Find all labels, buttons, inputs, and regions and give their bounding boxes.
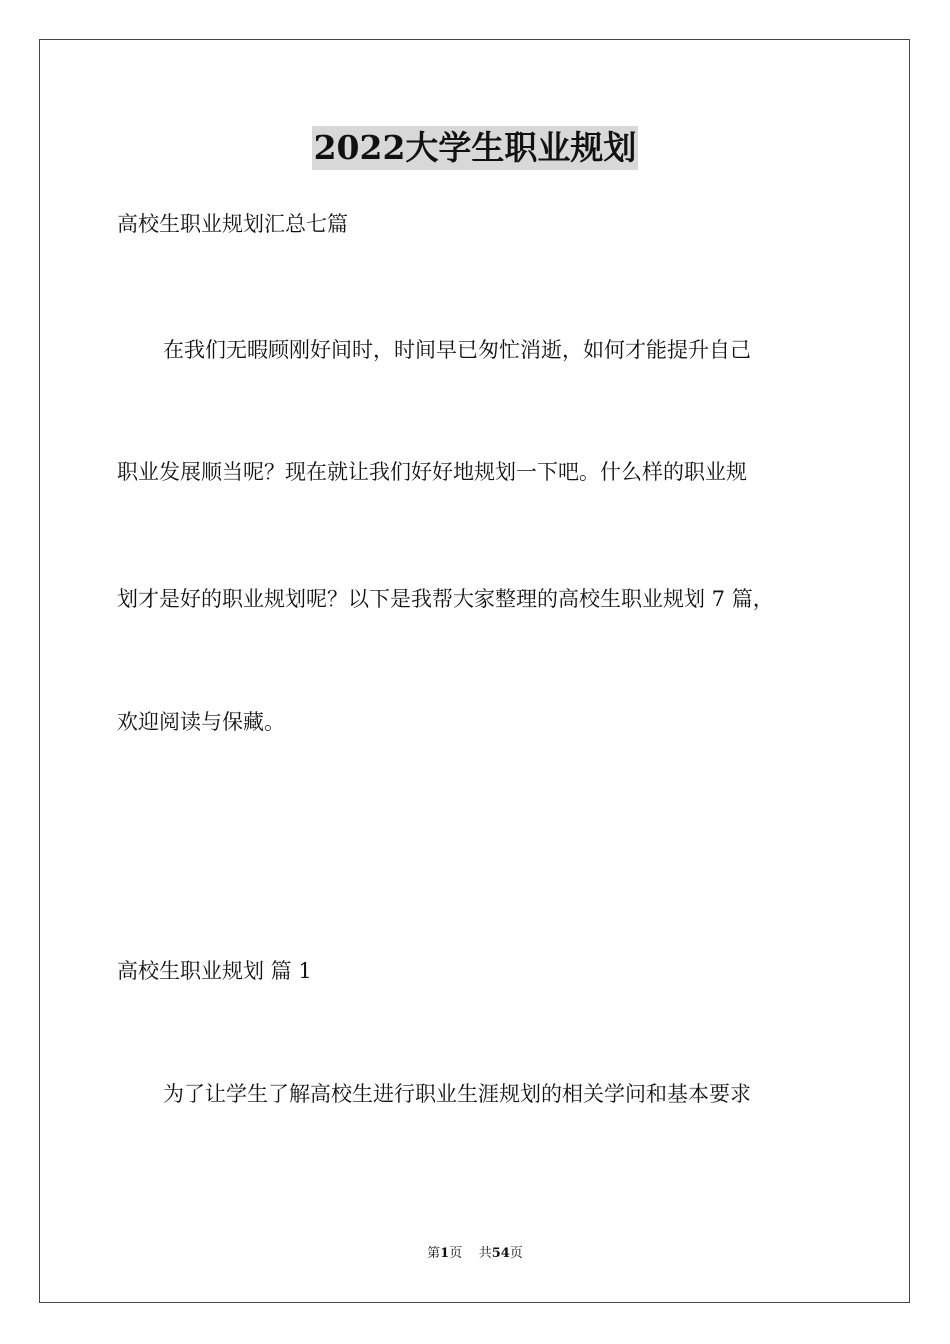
- document-subtitle: 高校生职业规划汇总七篇: [117, 212, 348, 236]
- title-container: [0, 126, 950, 170]
- footer-total-pages: 54: [491, 1246, 510, 1261]
- footer-page-suffix: 页: [449, 1246, 463, 1261]
- document-title: 2022大学生职业规划: [312, 126, 639, 170]
- intro-line-1: 在我们无暇顾刚好间时，时间早已匆忙消逝，如何才能提升自己: [163, 338, 751, 362]
- intro-line-3: 划才是好的职业规划呢？以下是我帮大家整理的高校生职业规划 7 篇，: [117, 587, 774, 611]
- footer-total-suffix: 页: [509, 1246, 523, 1261]
- intro-line-4: 欢迎阅读与保藏。: [117, 710, 285, 734]
- section-line-1: 为了让学生了解高校生进行职业生涯规划的相关学问和基本要求: [163, 1082, 751, 1106]
- footer-page-number: 1: [440, 1246, 450, 1261]
- footer-page-prefix: 第: [427, 1246, 441, 1261]
- page-footer: [0, 1245, 950, 1263]
- intro-line-2: 职业发展顺当呢？现在就让我们好好地规划一下吧。什么样的职业规: [117, 460, 747, 484]
- section-heading: 高校生职业规划 篇 1: [117, 959, 312, 983]
- footer-total-prefix: 共: [478, 1246, 492, 1261]
